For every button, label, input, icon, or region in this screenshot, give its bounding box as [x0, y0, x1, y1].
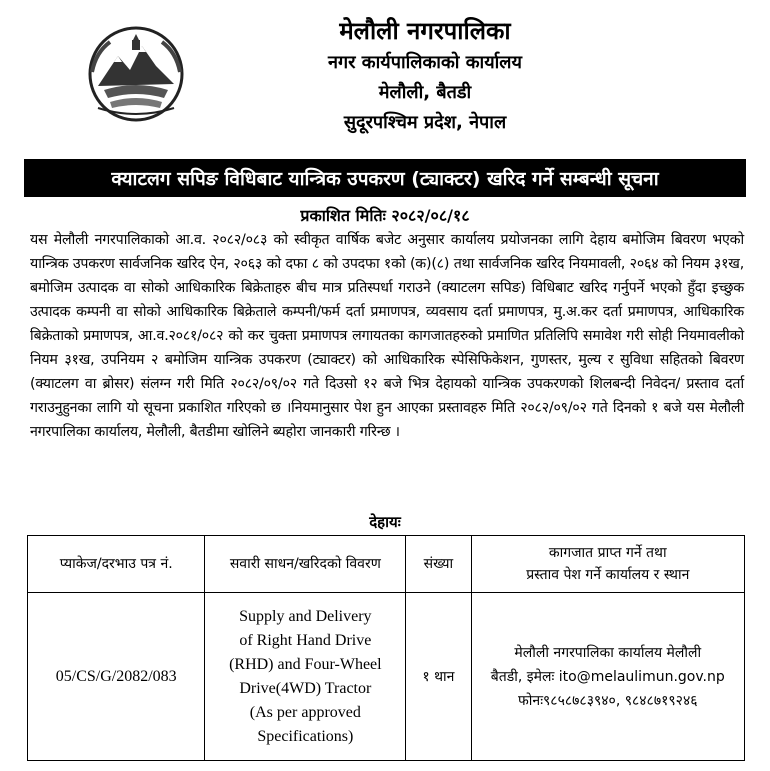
- municipality-name: मेलौली नगरपालिका: [339, 17, 511, 45]
- header-description: सवारी साधन/खरिदको विवरण: [205, 536, 406, 593]
- office-phone-line: फोनः९८५८७८३९४०, ९८४८७१९२४६: [518, 692, 698, 709]
- office-name-line: मेलौली नगरपालिका कार्यालय मेलौली: [514, 644, 702, 661]
- cell-office: [471, 593, 744, 761]
- table-header-row: [28, 536, 745, 593]
- notice-body: यस मेलौली नगरपालिकाको आ.व. २०८२/०८३ को स्वीकृत वार्षिक बजेट अनुसार कार्यालय प्रयोजनका लागि देहाय बमोजिम बिवरण भएको यान्त्रिक उपकरण सार्वजनिक खरिद ऐन, २०६३ को दफा ८ को उपदफा १को (क)(८) तथा सार्वजनिक खरिद नियमावली, २०६४ को नियम ३१ख, बमोजिम उत्पादक वा सोको आधिकारिक बिक्रेताहरु बीच मात्र प्रतिस्पर्धा गराउने (क्याटलग सपिङ) विधिबाट खरिद गर्नुपर्ने भएको हुँदा इच्छुक उत्पादक कम्पनी वा सोको आधिकारिक बिक्रेताले कम्पनी/फर्म दर्ता प्रमाणपत्र, व्यवसाय दर्ता प्रमाणपत्र, मु.अ.कर दर्ता प्रमाणपत्र, आधिकारिक बिक्रेताको प्रमाणपत्र, आ.व.२०८१/०८२ को कर चुक्ता प्रमाणपत्र लगायतका कागजातहरुको प्रमाणित प्रतिलिपि समावेश गरी सोही नियमावलीको नियम ३१ख, उपनियम २ बमोजिम यान्त्रिक उपकरण (ट्याक्टर) को आधिकारिक स्पेसिफिकेशन, गुणस्तर, मुल्य र सुविधा सहितको बिवरण (क्याटलग वा ब्रोसर) संलग्न गरी मिति २०८२/०९/०२ गते दिउसो १२ बजे भित्र देहायको यान्त्रिक उपकरणको शिलबन्दी निवेदन/ प्रस्ताव दर्ता गराउनुहुनका लागि यो सूचना प्रकाशित गरिएको छ ।नियमानुसार पेश हुन आएका प्रस्तावहरु मिति २०८२/०९/०२ गते दिनको १ बजे यस मेलौली नगरपालिका कार्यालय, मेलौली, बैतडीमा खोलिने ब्यहोरा जानकारी गरिन्छ ।: [30, 232, 744, 440]
- nepal-emblem-icon: [84, 22, 188, 126]
- description-line: of Right Hand Drive: [239, 631, 372, 649]
- description-line: (As per approved: [249, 703, 361, 721]
- published-date: प्रकाशित मितिः २०८२/०८/१८: [300, 206, 470, 225]
- description-line: Supply and Delivery: [239, 607, 372, 625]
- cell-quantity: १ थान: [406, 593, 471, 761]
- cell-package: 05/CS/G/2082/083: [28, 593, 205, 761]
- office-location: मेलौली, बैतडी: [378, 82, 472, 103]
- description-line: Drive(4WD) Tractor: [239, 679, 372, 697]
- header-office-line1: कागजात प्राप्त गर्ने तथा: [548, 545, 667, 561]
- table-row: [28, 593, 745, 761]
- province-country: सुदूरपश्चिम प्रदेश, नेपाल: [343, 112, 507, 133]
- header-package: प्याकेज/दरभाउ पत्र नं.: [28, 536, 205, 593]
- description-line: Specifications): [257, 727, 354, 745]
- procurement-table: [27, 535, 745, 761]
- header-quantity: संख्या: [406, 536, 471, 593]
- header-office-line2: प्रस्ताव पेश गर्ने कार्यालय र स्थान: [526, 567, 690, 583]
- schedule-heading: देहायः: [369, 513, 401, 531]
- office-header: [190, 14, 660, 138]
- office-name: नगर कार्यपालिकाको कार्यालय: [328, 52, 522, 73]
- cell-description: [205, 593, 406, 761]
- description-line: (RHD) and Four-Wheel: [229, 655, 382, 673]
- office-email-line: बैतडी, इमेलः ito@melaulimun.gov.np: [490, 668, 725, 685]
- header-office: [471, 536, 744, 593]
- notice-title: क्याटलग सपिङ विधिबाट यान्त्रिक उपकरण (ट्याक्टर) खरिद गर्ने सम्बन्धी सूचना: [24, 159, 746, 197]
